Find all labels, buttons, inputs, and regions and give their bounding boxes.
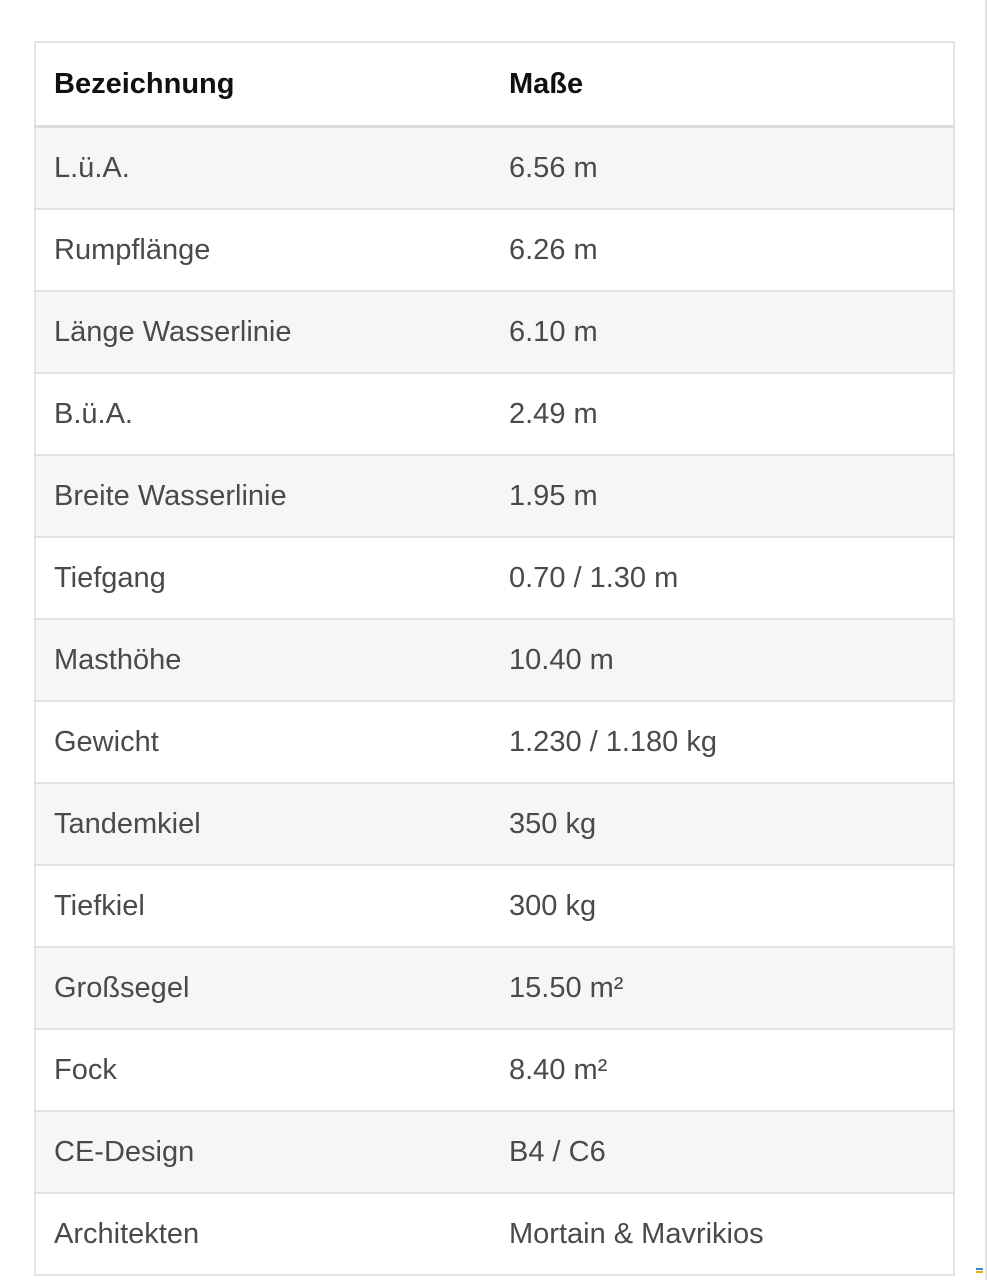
table-row: [35, 373, 954, 455]
row-value: 0.70 / 1.30 m: [491, 537, 954, 619]
table-row: [35, 1193, 954, 1275]
row-value: 10.40 m: [491, 619, 954, 701]
row-value: 1.95 m: [491, 455, 954, 537]
table-row: [35, 619, 954, 701]
row-label: Breite Wasserlinie: [35, 455, 491, 537]
table-row: [35, 701, 954, 783]
table-row: [35, 291, 954, 373]
table-row: [35, 1029, 954, 1111]
row-label: Masthöhe: [35, 619, 491, 701]
row-value: Mortain & Mavrikios: [491, 1193, 954, 1275]
table-row: [35, 127, 954, 210]
header-bezeichnung: Bezeichnung: [35, 42, 491, 127]
table-row: [35, 455, 954, 537]
specifications-table: [34, 41, 955, 1276]
row-label: B.ü.A.: [35, 373, 491, 455]
row-label: L.ü.A.: [35, 127, 491, 210]
row-label: Tandemkiel: [35, 783, 491, 865]
table-row: [35, 783, 954, 865]
table-row: [35, 209, 954, 291]
row-label: Tiefkiel: [35, 865, 491, 947]
row-value: 300 kg: [491, 865, 954, 947]
table-row: [35, 537, 954, 619]
row-label: CE-Design: [35, 1111, 491, 1193]
corner-mark-icon: [976, 1268, 983, 1274]
row-label: Rumpflänge: [35, 209, 491, 291]
table-row: [35, 1111, 954, 1193]
header-row: [35, 42, 954, 127]
row-value: 2.49 m: [491, 373, 954, 455]
row-value: 6.10 m: [491, 291, 954, 373]
table-row: [35, 865, 954, 947]
row-value: 15.50 m²: [491, 947, 954, 1029]
row-value: 1.230 / 1.180 kg: [491, 701, 954, 783]
table-row: [35, 947, 954, 1029]
row-label: Gewicht: [35, 701, 491, 783]
header-masse: Maße: [491, 42, 954, 127]
row-value: 6.56 m: [491, 127, 954, 210]
row-value: 6.26 m: [491, 209, 954, 291]
row-label: Architekten: [35, 1193, 491, 1275]
row-label: Länge Wasserlinie: [35, 291, 491, 373]
row-label: Fock: [35, 1029, 491, 1111]
row-label: Großsegel: [35, 947, 491, 1029]
row-value: 8.40 m²: [491, 1029, 954, 1111]
row-value: B4 / C6: [491, 1111, 954, 1193]
table-body: [35, 127, 954, 1276]
row-label: Tiefgang: [35, 537, 491, 619]
row-value: 350 kg: [491, 783, 954, 865]
table-header: [35, 42, 954, 127]
